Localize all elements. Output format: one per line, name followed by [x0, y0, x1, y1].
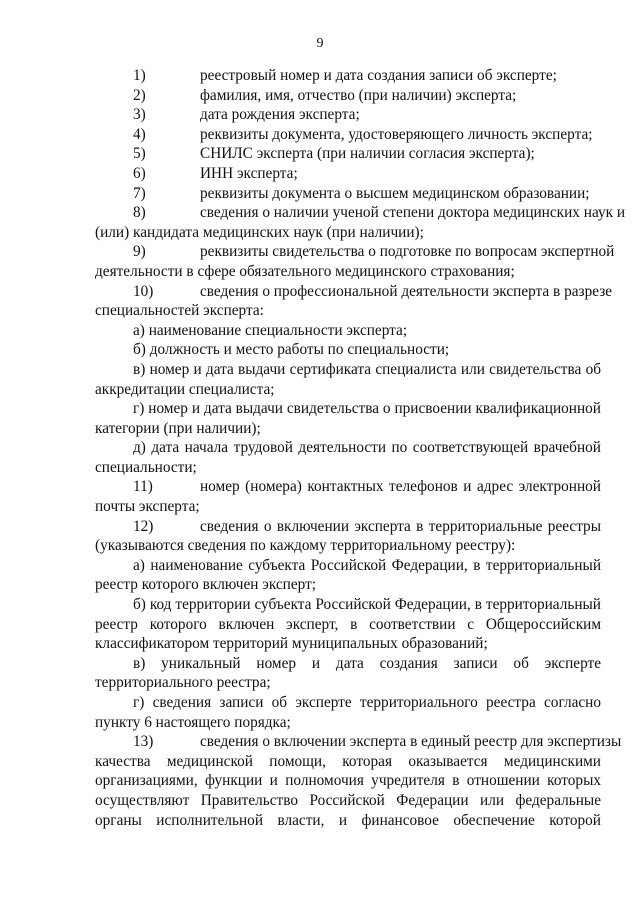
text-line: реестр которого включен эксперт, в соответствии с Общероссийским — [95, 615, 601, 633]
item-text: реквизиты свидетельства о подготовке по вопросам экспертной — [200, 243, 615, 261]
text-line: (указываются сведения по каждому территориальному реестру): — [95, 537, 516, 555]
item-number: 5) — [133, 145, 146, 163]
item-text: сведения о наличии ученой степени доктора медицинских наук и — [200, 204, 626, 222]
list-item-6 — [95, 164, 601, 184]
list-item-10 — [95, 282, 613, 302]
item-number: 1) — [133, 67, 146, 84]
text-line: деятельности в сфере обязательного медицинского страхования; — [95, 262, 515, 280]
text-line: специальности; — [95, 458, 197, 476]
sub-item-a: а) наименование субъекта Российской Федерации, в территориальный — [133, 556, 601, 574]
list-item-4 — [95, 125, 601, 145]
item-number: 11) — [133, 478, 153, 496]
item-text: сведения о включении эксперта в территориальные реестры — [200, 517, 601, 535]
sub-item-b: б) должность и место работы по специальности; — [133, 341, 450, 359]
sub-item-g: г) номер и дата выдачи свидетельства о присвоении квалификационной — [133, 400, 601, 418]
text-line: (или) кандидата медицинских наук (при наличии); — [95, 223, 424, 241]
list-item-11 — [95, 477, 601, 497]
text-line: специальностей эксперта: — [95, 302, 264, 320]
text-line: категории (при наличии); — [95, 419, 261, 437]
item-number: 3) — [133, 106, 146, 124]
text-line: организациями, функции и полномочия учредителя в отношении которых — [95, 772, 601, 790]
page-number: 9 — [316, 36, 324, 51]
item-number: 4) — [133, 125, 146, 143]
sub-item-v: в) уникальный номер и дата создания записи об эксперте — [133, 654, 601, 672]
sub-item-d: д) дата начала трудовой деятельности по соответствующей врачебной — [133, 439, 601, 457]
item-text: сведения о включении эксперта в единый реестр для экспертизы — [200, 733, 622, 751]
item-number: 13) — [133, 733, 154, 751]
list-item-3 — [95, 105, 601, 125]
item-number: 7) — [133, 184, 146, 202]
item-number: 12) — [133, 517, 154, 535]
item-text: реестровый номер и дата создания записи об эксперте; — [200, 67, 557, 84]
item-text: реквизиты документа, удостоверяющего личность эксперта; — [200, 125, 593, 143]
text-line: осуществляют Правительство Российской Федерации или федеральные — [95, 791, 601, 809]
item-number: 9) — [133, 243, 146, 261]
text-line: почты эксперта; — [95, 498, 200, 516]
item-text: ИНН эксперта; — [200, 164, 298, 182]
list-item-12 — [95, 517, 601, 537]
text-line: пункту 6 настоящего порядка; — [95, 713, 291, 731]
sub-item-v: в) номер и дата выдачи сертификата специалиста или свидетельства об — [133, 360, 601, 378]
document-body — [95, 66, 626, 830]
sub-item-b: б) код территории субъекта Российской Федерации, в территориальный — [133, 596, 601, 614]
text-line: реестр которого включен эксперт; — [95, 576, 317, 594]
text-line: качества медицинской помощи, которая оказывается медицинскими — [95, 752, 601, 770]
item-text: фамилия, имя, отчество (при наличии) эксперта; — [200, 86, 517, 104]
item-number: 8) — [133, 204, 146, 222]
item-text: реквизиты документа о высшем медицинском образовании; — [200, 184, 590, 202]
item-number: 6) — [133, 164, 146, 182]
item-number: 2) — [133, 86, 146, 104]
item-text: сведения о профессиональной деятельности эксперта в разрезе — [200, 282, 613, 300]
list-item-5 — [95, 144, 601, 164]
item-text: СНИЛС эксперта (при наличии согласия эксперта); — [200, 145, 535, 163]
item-text: дата рождения эксперта; — [200, 106, 360, 124]
text-line: аккредитации специалиста; — [95, 380, 275, 398]
item-text: номер (номера) контактных телефонов и адрес электронной — [200, 478, 601, 496]
list-item-13 — [95, 732, 622, 752]
list-item-9 — [95, 242, 615, 262]
list-item-7 — [95, 184, 601, 204]
list-item-8 — [95, 203, 626, 223]
list-item-1 — [95, 66, 601, 86]
text-line: территориального реестра; — [95, 674, 271, 692]
item-number: 10) — [133, 282, 154, 300]
list-item-2 — [95, 86, 601, 106]
sub-item-g: г) сведения записи об эксперте территориального реестра согласно — [133, 694, 601, 711]
text-line: органы исполнительной власти, и финансовое обеспечение которой — [95, 811, 601, 829]
sub-item-a: а) наименование специальности эксперта; — [133, 321, 408, 339]
text-line: классификатором территорий муниципальных образований; — [95, 635, 488, 653]
